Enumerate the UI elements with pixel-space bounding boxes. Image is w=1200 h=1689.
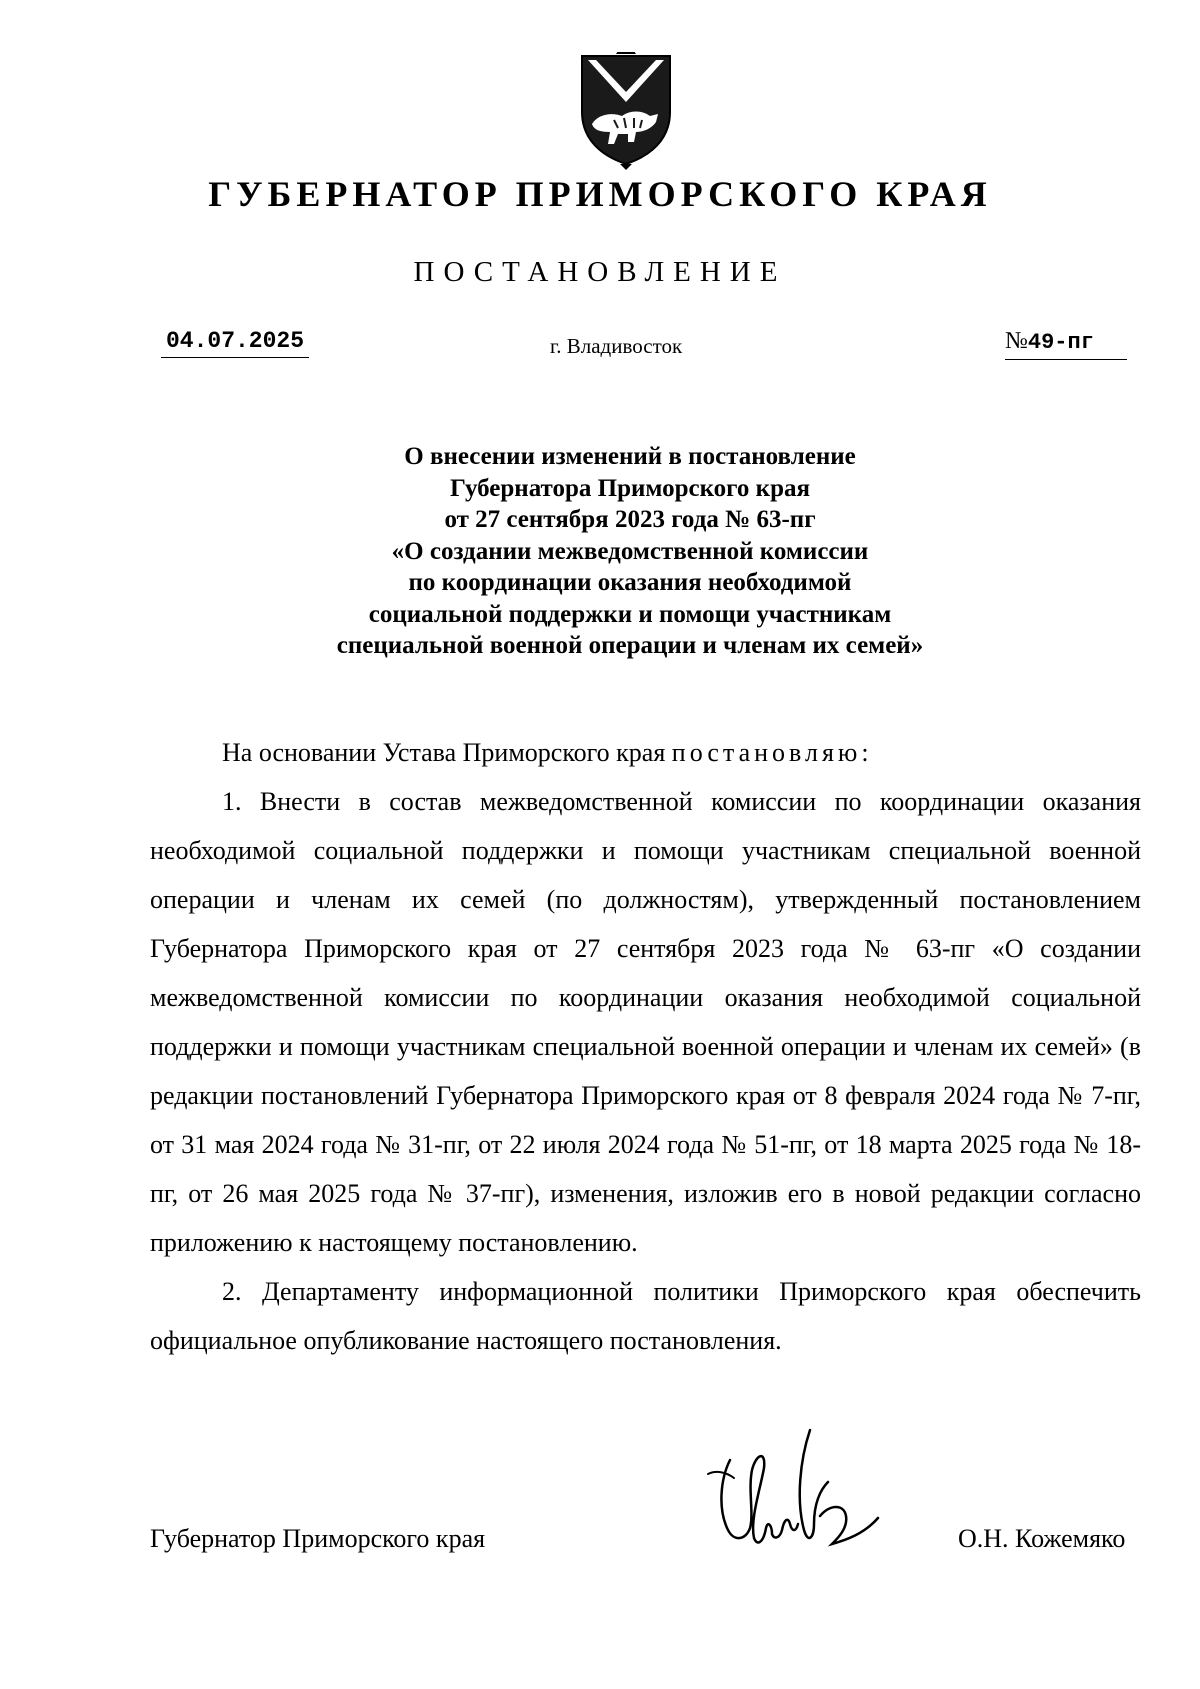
subject-line: специальной военной операции и членам их семей» xyxy=(336,632,924,659)
item-1: 1. Внести в состав межведомственной комиссии по координации оказания необходимой социальной поддержки и помощи участникам специальной военной операции и членам их семей (по должностям), утвержденный постановлением Губернатора Приморского края от 27 сентября 2023 года № 63-пг «О создании межведомственной комиссии по координации оказания необходимой социальной поддержки и помощи участникам специальной военной операции и членам их семей» (в редакции постановлений Губернатора Приморского края от 8 февраля 2024 года № 7-пг, от 31 мая 2024 года № 31-пг, от 22 июля 2024 года № 51-пг, от 18 марта 2025 года № 18-пг, от 26 мая 2025 года № 37-пг), изменения, изложив его в новой редакции согласно приложению к настоящему постановлению. xyxy=(150,787,1141,1257)
document-type: ПОСТАНОВЛЕНИЕ xyxy=(413,256,787,288)
subject-line: О внесении изменений в постановление xyxy=(404,443,856,470)
subject-line: социальной поддержки и помощи участникам xyxy=(368,600,892,628)
subject-line: «О создании межведомственной комиссии xyxy=(391,537,869,565)
number-value: 49-пг xyxy=(1027,330,1094,355)
document-city: г. Владивосток xyxy=(550,334,683,358)
document-subject xyxy=(200,441,1060,662)
subject-line: по координации оказания необходимой xyxy=(408,569,852,596)
subject-line: от 27 сентября 2023 года № 63-пг xyxy=(444,506,816,533)
document-number xyxy=(1005,327,1127,360)
org-title: ГУБЕРНАТОР ПРИМОРСКОГО КРАЯ xyxy=(208,174,992,214)
handwritten-signature xyxy=(700,1420,900,1580)
preamble-end: : xyxy=(861,738,869,767)
preamble-decree-word: постановляю xyxy=(671,738,862,767)
subject-line: Губернатора Приморского края xyxy=(450,474,810,502)
preamble-start: На основании Устава Приморского края xyxy=(222,738,672,767)
signer-title: Губернатор Приморского края xyxy=(150,1524,486,1553)
number-prefix: № xyxy=(1005,328,1028,354)
preamble xyxy=(150,728,1141,777)
coat-of-arms-icon xyxy=(578,52,674,170)
document-body xyxy=(150,728,1141,1365)
item-2: 2. Департаменту информационной политики Приморского края обеспечить официальное опубликование настоящего постановления. xyxy=(150,1277,1141,1355)
signer-name: О.Н. Кожемяко xyxy=(958,1524,1126,1553)
document-date: 04.07.2025 xyxy=(161,327,309,358)
